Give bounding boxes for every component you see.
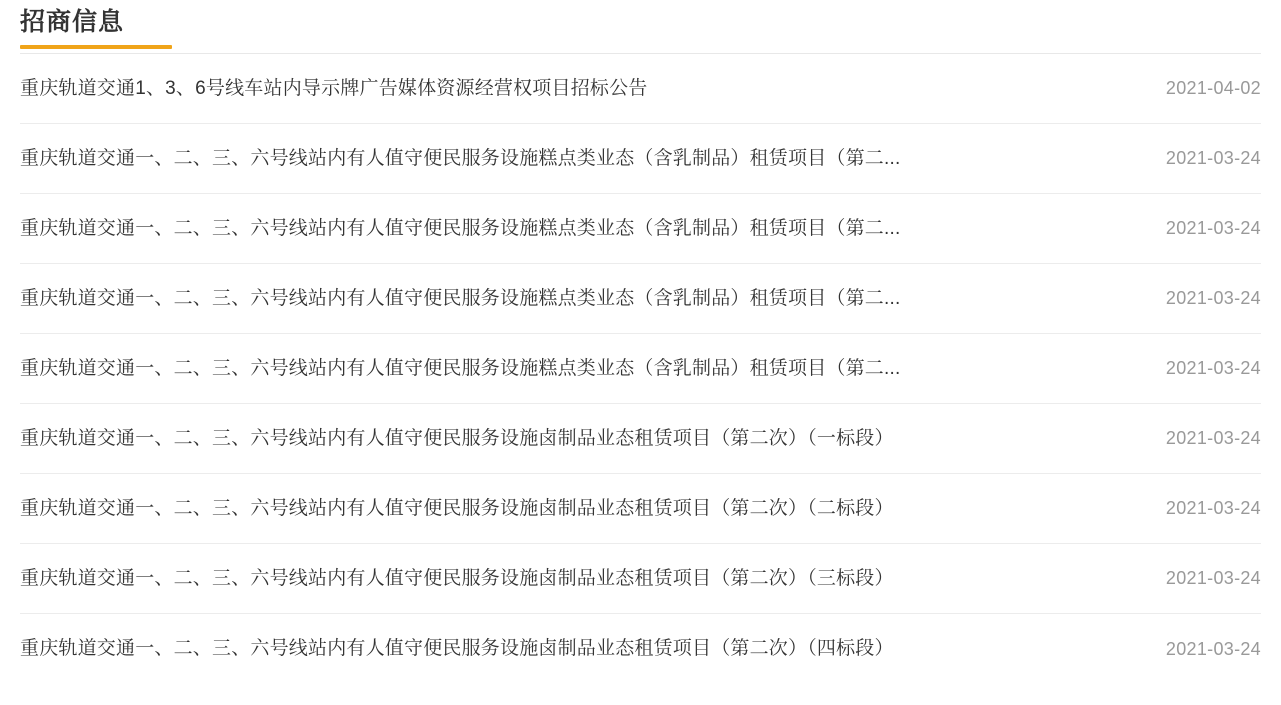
list-item-title[interactable]: 重庆轨道交通一、二、三、六号线站内有人值守便民服务设施卤制品业态租赁项目（第二次）（四标段） bbox=[20, 638, 894, 659]
list-item-title[interactable]: 重庆轨道交通一、二、三、六号线站内有人值守便民服务设施糕点类业态（含乳制品）租赁项目（第二... bbox=[20, 217, 901, 239]
list-item-date: 2021-03-24 bbox=[1165, 498, 1261, 518]
list-item-title[interactable]: 重庆轨道交通1、3、6号线车站内导示牌广告媒体资源经营权项目招标公告 bbox=[20, 77, 648, 99]
list-item-date: 2021-03-24 bbox=[1165, 638, 1261, 659]
list-item-date: 2021-03-24 bbox=[1165, 148, 1261, 168]
list-item-title[interactable]: 重庆轨道交通一、二、三、六号线站内有人值守便民服务设施卤制品业态租赁项目（第二次）（三标段） bbox=[20, 567, 894, 589]
list-item-title[interactable]: 重庆轨道交通一、二、三、六号线站内有人值守便民服务设施糕点类业态（含乳制品）租赁项目（第二... bbox=[20, 357, 901, 379]
list-item[interactable] bbox=[20, 544, 1261, 614]
list-item-title[interactable]: 重庆轨道交通一、二、三、六号线站内有人值守便民服务设施糕点类业态（含乳制品）租赁项目（第二... bbox=[20, 287, 901, 309]
section-header bbox=[20, 0, 1261, 54]
title-underline-accent bbox=[20, 45, 172, 49]
list-item[interactable] bbox=[20, 264, 1261, 334]
list-item[interactable] bbox=[20, 334, 1261, 404]
list-item[interactable] bbox=[20, 474, 1261, 544]
list-item-date: 2021-04-02 bbox=[1165, 78, 1261, 98]
announcement-list bbox=[20, 54, 1261, 684]
list-item-title[interactable]: 重庆轨道交通一、二、三、六号线站内有人值守便民服务设施卤制品业态租赁项目（第二次）（一标段） bbox=[20, 427, 894, 449]
list-item-date: 2021-03-24 bbox=[1165, 288, 1261, 308]
list-item-date: 2021-03-24 bbox=[1165, 568, 1261, 588]
list-item-date: 2021-03-24 bbox=[1165, 428, 1261, 448]
list-item[interactable] bbox=[20, 124, 1261, 194]
list-item[interactable] bbox=[20, 404, 1261, 474]
list-item-date: 2021-03-24 bbox=[1165, 358, 1261, 378]
list-item-title[interactable]: 重庆轨道交通一、二、三、六号线站内有人值守便民服务设施卤制品业态租赁项目（第二次）（二标段） bbox=[20, 497, 894, 519]
list-item-date: 2021-03-24 bbox=[1165, 218, 1261, 238]
list-item[interactable] bbox=[20, 194, 1261, 264]
list-item-title[interactable]: 重庆轨道交通一、二、三、六号线站内有人值守便民服务设施糕点类业态（含乳制品）租赁项目（第二... bbox=[20, 147, 901, 169]
page-title: 招商信息 bbox=[20, 8, 125, 36]
list-item[interactable] bbox=[20, 54, 1261, 124]
list-item[interactable] bbox=[20, 614, 1261, 684]
